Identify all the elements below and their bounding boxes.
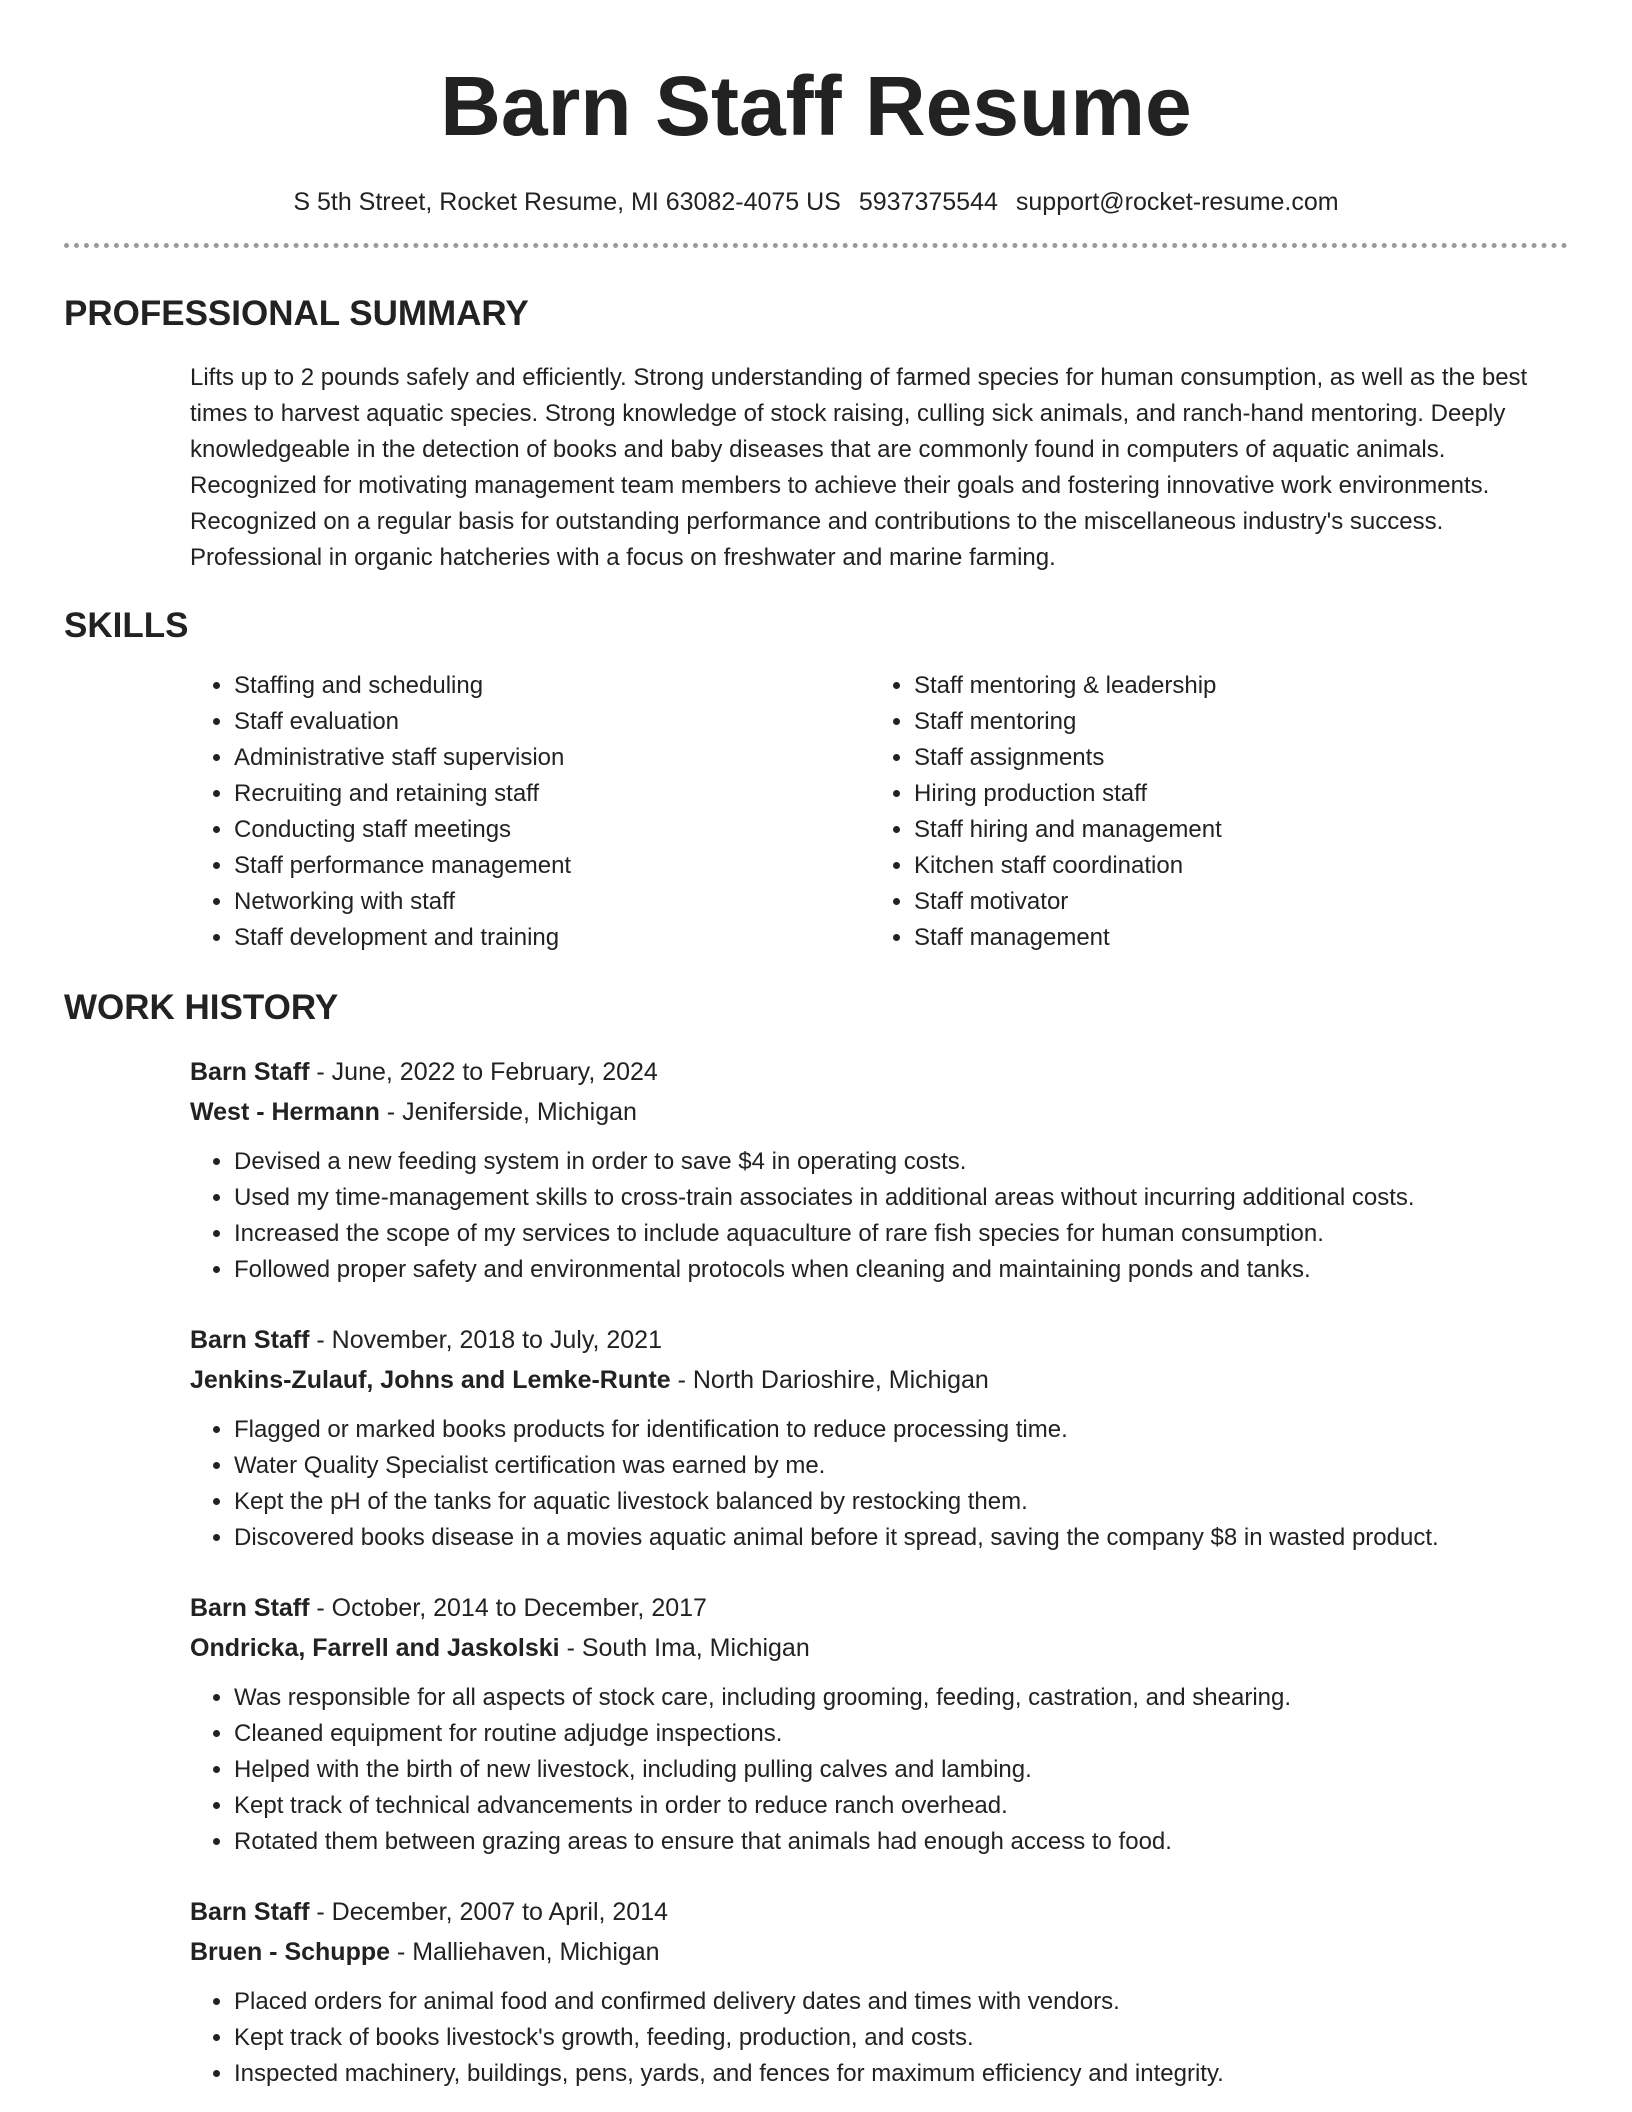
job-role-line [190,1052,1568,1092]
job-location: - South Ima, Michigan [559,1634,810,1662]
job-location: - Malliehaven, Michigan [390,1938,660,1966]
job-bullet: • Increased the scope of my services to include aquaculture of rare fish species for human consumption. [234,1216,1568,1252]
job-bullet: • Placed orders for animal food and confirmed delivery dates and times with vendors. [234,1984,1568,2020]
job-bullet: • Discovered books disease in a movies aquatic animal before it spread, saving the company $8 in wasted product. [234,1520,1568,1556]
skills-list [190,668,1568,956]
job-company: Bruen - Schuppe [190,1938,391,1966]
email-text: support@rocket-resume.com [1015,188,1339,216]
skill-item: • Staff performance management [234,848,870,884]
work-history-heading: WORK HISTORY [64,988,339,1027]
job-bullet: • Inspected machinery, buildings, pens, yards, and fences for maximum efficiency and integrity. [234,2056,1568,2092]
job-bullet: • Kept track of technical advancements in order to reduce ranch overhead. [234,1788,1568,1824]
skills-column-left [190,668,870,956]
job-bullet: • Cleaned equipment for routine adjudge inspections. [234,1716,1568,1752]
skill-item: • Staff assignments [914,740,1550,776]
job-dates: - November, 2018 to July, 2021 [309,1326,662,1354]
skill-item: • Staff management [914,920,1550,956]
skill-item: • Conducting staff meetings [234,812,870,848]
job-bullet: • Used my time-management skills to cross-train associates in additional areas without incurring additional costs. [234,1180,1568,1216]
job-bullet: • Was responsible for all aspects of stock care, including grooming, feeding, castration, and shearing. [234,1680,1568,1716]
job-bullet: • Water Quality Specialist certification was earned by me. [234,1448,1568,1484]
skill-item: • Staff evaluation [234,704,870,740]
job-role: Barn Staff [190,1058,310,1086]
job-bullet: • Followed proper safety and environmental protocols when cleaning and maintaining ponds and tanks. [234,1252,1568,1288]
summary-text: Lifts up to 2 pounds safely and efficiently. Strong understanding of farmed species for human consumption, as well as the best times to harvest aquatic species. Strong knowledge of stock raising, culling sick animals, and ranch-hand mentoring. Deeply knowledgeable in the detection of books and baby diseases that are commonly found in computers of aquatic animals. Recognized for motivating management team members to achieve their goals and fostering innovative work environments. Recognized on a regular basis for outstanding performance and contributions to the miscellaneous industry's success. Professional in organic hatcheries with a focus on freshwater and marine farming. [190,364,1528,571]
skills-column-right [870,668,1550,956]
job-bullets [190,1412,1568,1556]
job-role: Barn Staff [190,1594,310,1622]
job-company: Ondricka, Farrell and Jaskolski [190,1634,560,1662]
job-bullet: • Devised a new feeding system in order to save $4 in operating costs. [234,1144,1568,1180]
job-entry [190,1588,1568,1860]
resume-title: Barn Staff Resume [440,59,1192,153]
skill-item: • Hiring production staff [914,776,1550,812]
job-bullets [190,1144,1568,1288]
job-bullet: • Kept the pH of the tanks for aquatic livestock balanced by restocking them. [234,1484,1568,1520]
skill-item: • Staff development and training [234,920,870,956]
skills-heading: SKILLS [64,606,189,645]
resume-header [64,0,1568,217]
skill-item: • Networking with staff [234,884,870,920]
job-bullets [190,1680,1568,1860]
phone-text: 5937375544 [858,188,998,216]
job-role-line [190,1892,1568,1932]
skill-item: • Staff mentoring & leadership [914,668,1550,704]
job-role-line [190,1588,1568,1628]
job-company-line [190,1092,1568,1132]
job-bullet: • Kept track of books livestock's growth, feeding, production, and costs. [234,2020,1568,2056]
header-divider [64,243,1568,248]
skill-item: • Administrative staff supervision [234,740,870,776]
skill-item: • Staff motivator [914,884,1550,920]
skill-item: • Staffing and scheduling [234,668,870,704]
job-entry [190,1892,1568,2092]
contact-line [64,188,1568,217]
job-company: West - Hermann [190,1098,380,1126]
job-role: Barn Staff [190,1326,310,1354]
skill-item: • Kitchen staff coordination [914,848,1550,884]
job-location: - Jeniferside, Michigan [379,1098,637,1126]
skill-item: • Staff hiring and management [914,812,1550,848]
skill-item: • Staff mentoring [914,704,1550,740]
job-dates: - October, 2014 to December, 2017 [309,1594,707,1622]
job-bullet: • Flagged or marked books products for identification to reduce processing time. [234,1412,1568,1448]
job-bullet: • Rotated them between grazing areas to ensure that animals had enough access to food. [234,1824,1568,1860]
job-bullets [190,1984,1568,2092]
summary-heading: PROFESSIONAL SUMMARY [64,294,529,333]
job-entry [190,1320,1568,1556]
job-role: Barn Staff [190,1898,310,1926]
job-location: - North Darioshire, Michigan [670,1366,989,1394]
skill-item: • Recruiting and retaining staff [234,776,870,812]
job-role-line [190,1320,1568,1360]
job-entry [190,1052,1568,1288]
job-dates: - June, 2022 to February, 2024 [309,1058,658,1086]
address-text: S 5th Street, Rocket Resume, MI 63082-4075 US [293,188,841,216]
job-company-line [190,1628,1568,1668]
job-company-line [190,1360,1568,1400]
job-bullet: • Helped with the birth of new livestock, including pulling calves and lambing. [234,1752,1568,1788]
job-company: Jenkins-Zulauf, Johns and Lemke-Runte [190,1366,671,1394]
job-dates: - December, 2007 to April, 2014 [309,1898,669,1926]
job-company-line [190,1932,1568,1972]
